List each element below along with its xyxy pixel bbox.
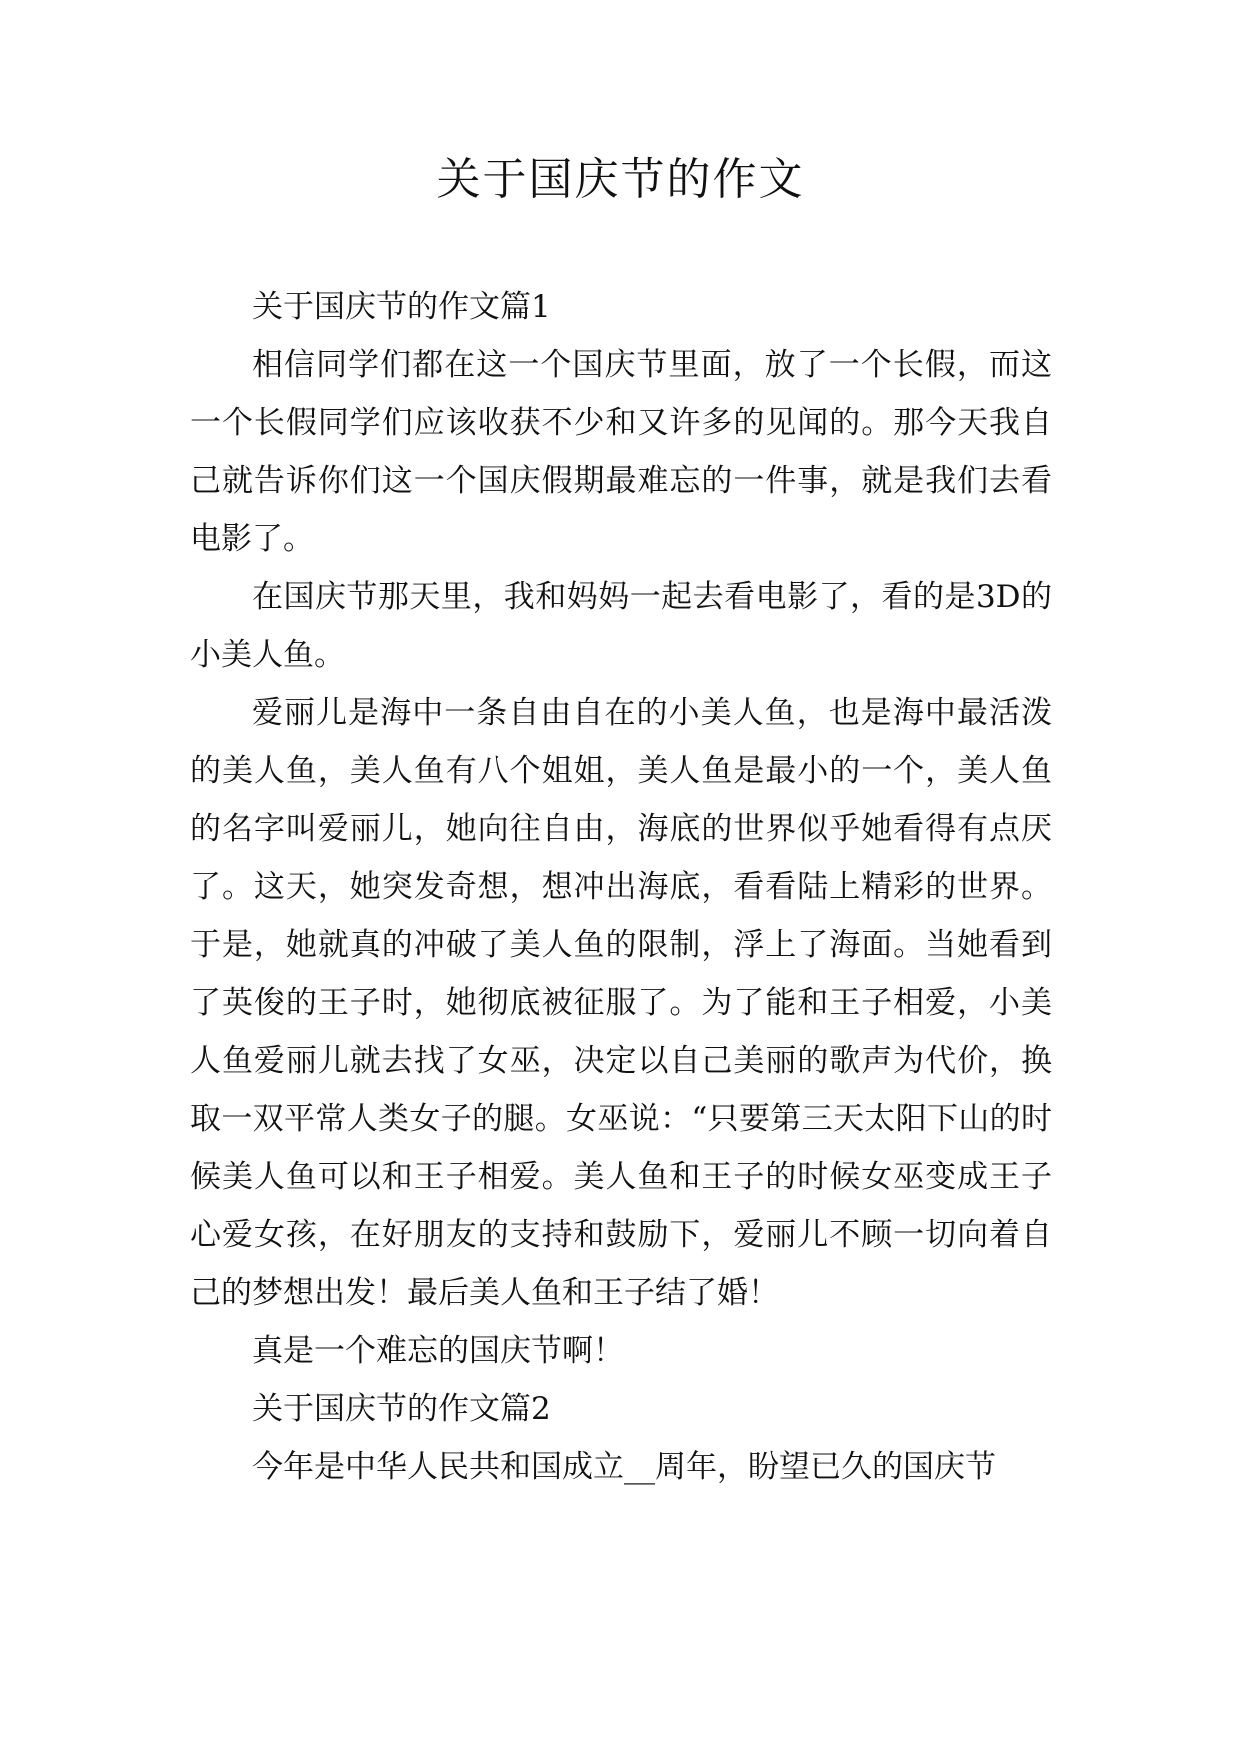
paragraph: 爱丽儿是海中一条自由自在的小美人鱼，也是海中最活泼的美人鱼，美人鱼有八个姐姐，美人鱼是最小的一个，美人鱼的名字叫爱丽儿，她向往自由，海底的世界似乎她看得有点厌了。这天，她突发奇想，想冲出海底，看看陆上精彩的世界。于是，她就真的冲破了美人鱼的限制，浮上了海面。当她看到了英俊的王子时，她彻底被征服了。为了能和王子相爱，小美人鱼爱丽儿就去找了女巫，决定以自己美丽的歌声为代价，换取一双平常人类女子的腿。女巫说：“只要第三天太阳下山的时候美人鱼可以和王子相爱。美人鱼和王子的时候女巫变成王子心爱女孩，在好朋友的支持和鼓励下，爱丽儿不顾一切向着自己的梦想出发！最后美人鱼和王子结了婚！: [190, 695, 1052, 1311]
document-title: 关于国庆节的作文: [436, 154, 805, 205]
paragraph: 真是一个难忘的国庆节啊！: [252, 1333, 624, 1369]
paragraph: 今年是中华人民共和国成立__周年，盼望已久的国庆节: [252, 1449, 996, 1485]
paragraph: 在国庆节那天里，我和妈妈一起去看电影了，看的是3D的小美人鱼。: [190, 579, 1052, 673]
paragraph: 相信同学们都在这一个国庆节里面，放了一个长假，而这一个长假同学们应该收获不少和又许多的见闻的。那今天我自己就告诉你们这一个国庆假期最难忘的一件事，就是我们去看电影了。: [190, 347, 1052, 557]
section-heading-2: 关于国庆节的作文篇2: [252, 1391, 551, 1427]
document-body: [190, 278, 1052, 1496]
section-heading-1: 关于国庆节的作文篇1: [252, 289, 551, 325]
